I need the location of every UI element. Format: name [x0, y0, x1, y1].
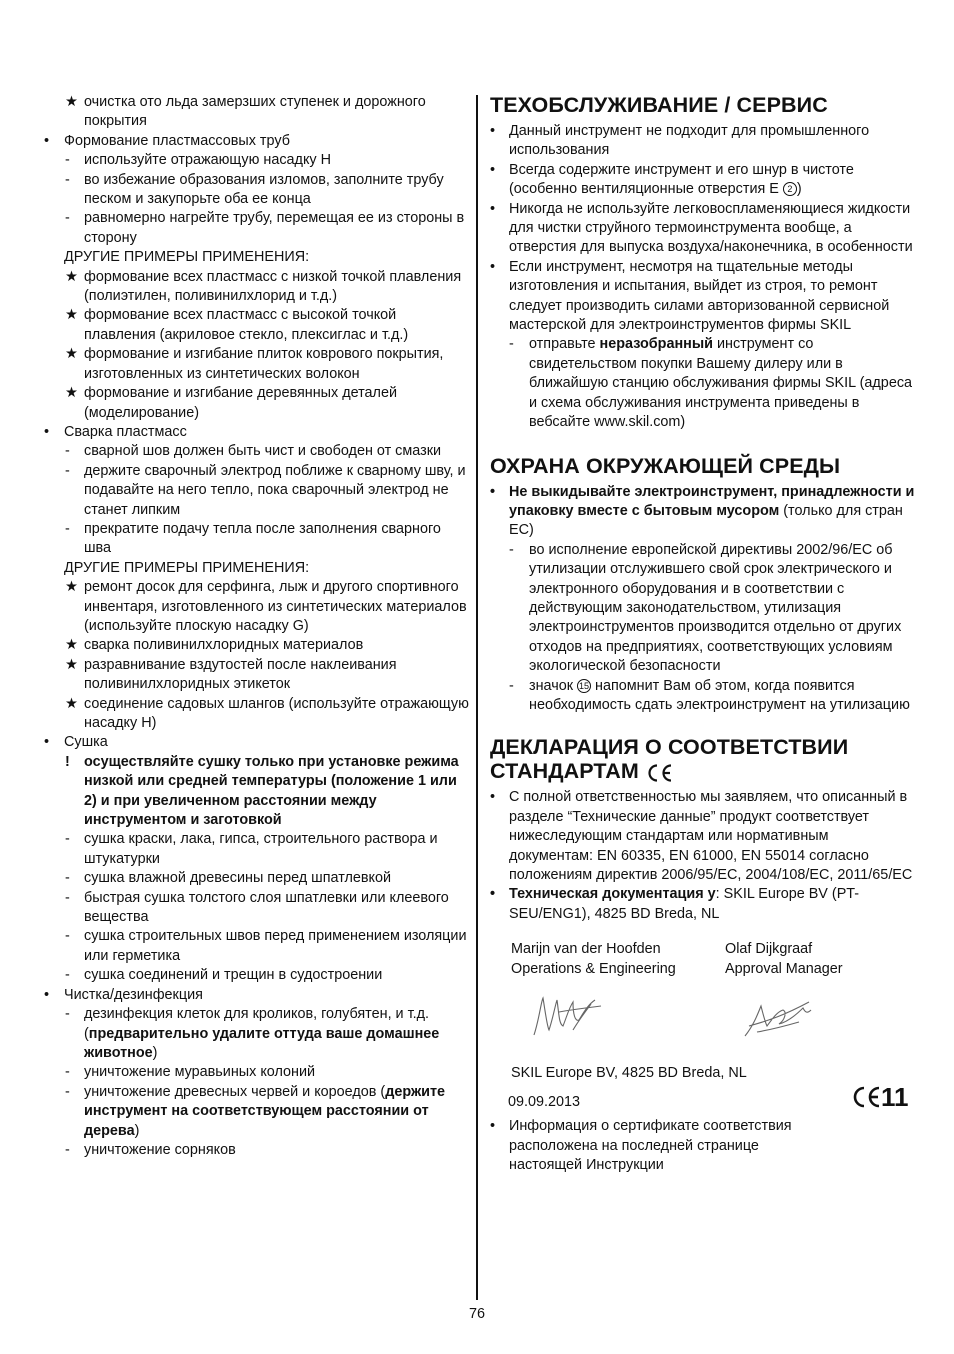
- signature-image-1: [529, 990, 609, 1040]
- dash-icon: -: [65, 870, 70, 887]
- list-item: - сушка влажной древесины перед шпатлевкой: [44, 869, 469, 888]
- list-item: - уничтожение муравьиных колоний: [44, 1063, 469, 1082]
- list-item: - прекратите подачу тепла после заполнения сварного шва: [65, 520, 441, 557]
- star-icon: ★: [65, 94, 78, 110]
- list-item: - значок 15 напомнит Вам об этом, когда появится необходимость сдать электроинструмент на утилизацию: [509, 677, 910, 713]
- dash-icon: -: [65, 1141, 70, 1158]
- list-item: - сушка соединений и трещин в судостроении: [44, 966, 469, 985]
- list-item: • Формование пластмассовых труб: [44, 132, 469, 151]
- bullet-icon: •: [490, 200, 496, 217]
- dash-icon: -: [65, 1006, 70, 1023]
- bullet-icon: •: [44, 132, 50, 149]
- bullet-icon: •: [44, 734, 50, 751]
- list-item: • Никогда не используйте легковоспламеняющиеся жидкости для чистки струйного термоинструмента вообще, а отверстия для выпуска воздуха/наконечника, в особенности: [490, 200, 913, 256]
- exclamation-icon: !: [65, 753, 70, 770]
- list-item: • Информация о сертификате соответствия расположена на последней странице настоящей Инструкции: [490, 1118, 792, 1174]
- list-item: - быстрая сушка толстого слоя шпатлевки или клеевого вещества: [65, 889, 449, 926]
- list-item: • Сушка: [44, 733, 469, 752]
- list-item: ★ разравнивание вздутостей после наклеивания поливинилхлоридных этикеток: [65, 656, 397, 693]
- list-item: ★ соединение садовых шлангов (используйте отражающую насадку H): [65, 695, 469, 731]
- list-item: - держите сварочный электрод поближе к сварному шву, и подавайте на него тепло, пока сварочный электрод не станет липким: [65, 462, 466, 518]
- bullet-icon: •: [490, 123, 496, 139]
- list-item: - во избежание образования изломов, заполните трубу песком и закупорьте оба ее конца: [65, 171, 444, 208]
- warning-item: ! осуществляйте сушку только при установке режима низкой или средней температуры (положение 1 или 2) и при увеличенном расстоянии между инструментом и заготовкой: [65, 753, 459, 829]
- left-column: [44, 93, 469, 1160]
- column-divider: [476, 95, 478, 1300]
- dash-icon: -: [509, 541, 514, 558]
- star-icon: ★: [65, 385, 78, 402]
- star-icon: ★: [65, 656, 78, 673]
- star-icon: ★: [65, 579, 78, 596]
- list-item: ★ формование и изгибание плиток коврового покрытия, изготовленных из синтетических волокон: [65, 346, 444, 382]
- signatory-1: Marijn van der Hoofden Operations & Engineering: [511, 941, 676, 977]
- dash-icon: -: [65, 928, 70, 945]
- bullet-icon: •: [490, 1118, 496, 1135]
- bullet-icon: •: [490, 258, 496, 275]
- section-heading-declaration: ДЕКЛАРАЦИЯ О СООТВЕТСТВИИ СТАНДАРТАМ: [490, 735, 849, 784]
- bullet-icon: •: [490, 789, 496, 806]
- ce-mark-icon: [645, 763, 673, 783]
- declaration-date: 09.09.2013: [508, 1094, 581, 1111]
- company-address: SKIL Europe BV, 4825 BD Breda, NL: [511, 1065, 747, 1082]
- list-item: • Сварка пластмасс: [44, 423, 469, 442]
- ce-mark-number: 11: [851, 1084, 909, 1110]
- list-item: ★ ремонт досок для серфинга, лыж и другого спортивного инвентаря, изготовленного из синтетических материалов (используйте плоскую насадку G): [65, 579, 467, 634]
- bullet-icon: •: [490, 886, 496, 903]
- list-item: • Техническая документация у: SKIL Europe BV (PT-SEU/ENG1), 4825 BD Breda, NL: [490, 886, 860, 922]
- list-item: - сварной шов должен быть чист и свободен от смазки: [44, 442, 469, 461]
- list-item: • Чистка/дезинфекция: [44, 986, 469, 1005]
- dash-icon: -: [509, 336, 514, 353]
- dash-icon: -: [65, 462, 70, 479]
- list-item: - сушка строительных швов перед применением изоляции или герметика: [65, 928, 467, 964]
- dash-icon: -: [65, 889, 70, 906]
- dash-icon: -: [65, 210, 70, 227]
- dash-icon: -: [65, 520, 70, 537]
- star-icon: ★: [65, 268, 78, 285]
- section-heading-service: ТЕХОБСЛУЖИВАНИЕ / СЕРВИС: [490, 93, 828, 117]
- signature-block: [508, 940, 915, 1130]
- list-item: • Всегда содержите инструмент и его шнур в чистоте (особенно вентиляционные отверстия E 2 ): [490, 161, 854, 198]
- list-item: • Не выкидывайте электроинструмент, принадлежности и упаковку вместе с бытовым мусором (только для стран ЕС): [490, 483, 915, 539]
- list-item: ★ сварка поливинилхлоридных материалов: [44, 636, 469, 655]
- list-item: • Данный инструмент не подходит для промышленного использования: [490, 123, 870, 159]
- dash-icon: -: [65, 171, 70, 188]
- dash-icon: -: [65, 1064, 70, 1081]
- ce-mark-icon: [851, 1085, 881, 1109]
- subheading: ДРУГИЕ ПРИМЕРЫ ПРИМЕНЕНИЯ:: [64, 559, 310, 576]
- dash-icon: -: [509, 677, 514, 694]
- signatory-2: Olaf Dijkgraaf Approval Manager: [725, 941, 843, 977]
- star-icon: ★: [65, 346, 78, 363]
- list-item: - уничтожение сорняков: [44, 1141, 469, 1160]
- list-item: - используйте отражающую насадку H: [44, 151, 469, 170]
- list-item: ★ формование и изгибание деревянных деталей (моделирование): [65, 385, 397, 421]
- page-number: 76: [468, 1306, 485, 1322]
- list-item: ★ очистка ото льда замерзших ступенек и дорожного покрытия: [65, 94, 426, 130]
- dash-icon: -: [65, 443, 70, 460]
- callout-number: 15: [579, 680, 590, 691]
- star-icon: ★: [65, 695, 78, 712]
- signature-image-2: [739, 996, 819, 1042]
- bullet-icon: •: [490, 161, 496, 178]
- list-item: • Если инструмент, несмотря на тщательные методы изготовления и испытания, выйдет из строя, то ремонт следует производить силами авторизованной сервисной мастерской для электроинструментов фирмы SKIL: [490, 258, 890, 334]
- bullet-icon: •: [44, 423, 50, 440]
- right-column: [490, 93, 915, 1175]
- list-item: ★ формование всех пластмасс с высокой точкой плавления (акриловое стекло, плексиглас и т.д.): [65, 307, 409, 343]
- list-item: - сушка краски, лака, гипса, строительного раствора и штукатурки: [65, 831, 438, 867]
- callout-number: 2: [783, 182, 797, 196]
- list-item: - во исполнение европейской директивы 2002/96/ЕС об утилизации отслужившего свой срок электрического и электронного оборудования и в соответствии с действующим законодательством, утилизация электроинструментов производится отдельно от других отходов на предприятиях, соответствующих условиям экологической безопасности: [509, 541, 902, 675]
- section-heading-environment: ОХРАНА ОКРУЖАЮЩЕЙ СРЕДЫ: [490, 453, 841, 478]
- dash-icon: -: [65, 831, 70, 848]
- bullet-icon: •: [44, 986, 50, 1003]
- list-item: • С полной ответственностью мы заявляем, что описанный в разделе “Технические данные” продукт соответствует нижеследующим стандартам или нормативным документам: EN 60335, EN 61000, EN 55014 согласно положениям директив 2006/95/EC, 2004/108/EC, 2011/65/EC: [490, 789, 913, 883]
- star-icon: ★: [65, 637, 78, 654]
- list-item: - равномерно нагрейте трубу, перемещая ее из стороны в сторону: [65, 210, 465, 246]
- list-item: - дезинфекция клеток для кроликов, голубятен, и т.д. (предварительно удалите оттуда ваше домашнее животное): [65, 1006, 440, 1061]
- subheading: ДРУГИЕ ПРИМЕРЫ ПРИМЕНЕНИЯ:: [64, 249, 310, 266]
- dash-icon: -: [65, 967, 70, 984]
- list-item: - отправьте неразобранный инструмент со свидетельством покупки Вашему дилеру или в ближайшую станцию обслуживания фирмы SKIL (адреса и схема обслуживания инструмента приведены в вебсайте www.skil.com): [509, 336, 913, 431]
- dash-icon: -: [65, 1083, 70, 1100]
- dash-icon: -: [65, 152, 70, 169]
- bullet-icon: •: [490, 483, 496, 500]
- list-item: ★ формование всех пластмасс с низкой точкой плавления (полиэтилен, поливинилхлорид и т.д.): [65, 268, 462, 305]
- list-item: - уничтожение древесных червей и короедов (держите инструмент на соответствующем расстоянии от дерева): [65, 1083, 446, 1139]
- star-icon: ★: [65, 307, 78, 324]
